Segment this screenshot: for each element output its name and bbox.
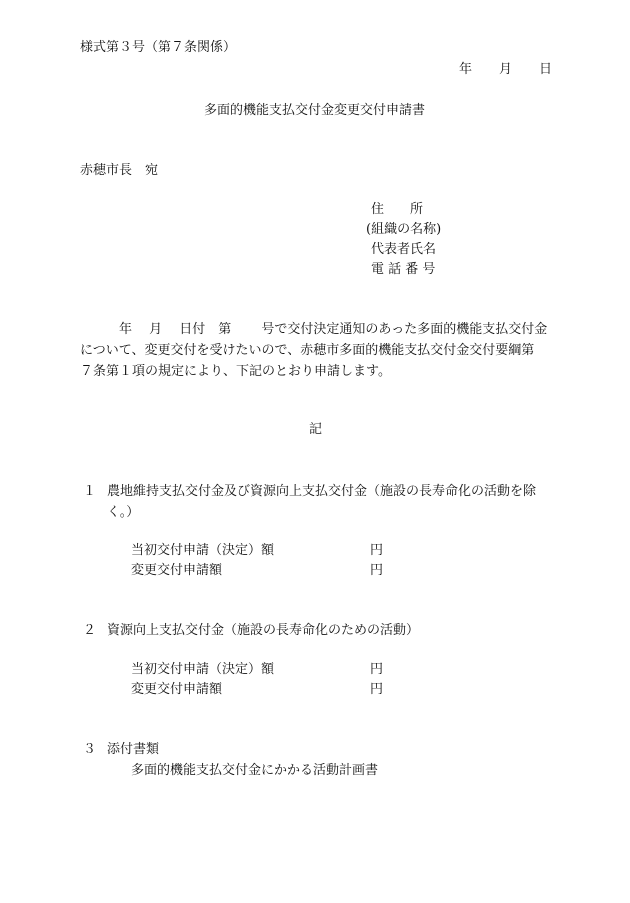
section-title-line-2: く。） xyxy=(107,505,140,520)
date-year: 年 xyxy=(459,62,473,77)
initial-amount-label: 当初交付申請（決定）額 xyxy=(131,543,275,558)
org-name-label: (組織の名称) xyxy=(366,222,442,237)
body-paragraph xyxy=(80,319,550,382)
address-label: 住 所 xyxy=(371,202,424,217)
initial-amount-unit: 円 xyxy=(370,543,384,558)
initial-amount-label: 当初交付申請（決定）額 xyxy=(131,662,275,677)
section-title-line-1: 資源向上支払交付金（施設の長寿命化のための活動） xyxy=(107,623,420,638)
date-day: 日 xyxy=(539,62,553,77)
section-number: ２ xyxy=(83,623,97,638)
initial-amount-unit: 円 xyxy=(370,662,384,677)
representative-name-label: 代表者氏名 xyxy=(371,242,437,257)
date-month: 月 xyxy=(499,62,513,77)
section-number: ３ xyxy=(83,742,97,757)
section-title-line-1: 農地維持支払交付金及び資源向上支払交付金（施設の長寿命化の活動を除 xyxy=(107,484,537,499)
body-line-1: 年 月 日付 第 号で交付決定通知のあった多面的機能支払交付金 xyxy=(80,322,548,337)
section-number: １ xyxy=(83,484,97,499)
document-title: 多面的機能支払交付金変更交付申請書 xyxy=(204,103,426,118)
phone-number-label: 電 話 番 号 xyxy=(371,262,436,277)
attachment-item: 多面的機能支払交付金にかかる活動計画書 xyxy=(131,763,379,778)
change-amount-unit: 円 xyxy=(370,563,384,578)
section-title-line-1: 添付書類 xyxy=(107,742,160,757)
change-amount-label: 変更交付申請額 xyxy=(131,682,223,697)
form-number: 様式第３号（第７条関係） xyxy=(80,40,237,55)
body-line-2: について、変更交付を受けたいので、赤穂市多面的機能支払交付金交付要綱第 xyxy=(80,343,535,358)
addressee: 赤穂市長 宛 xyxy=(80,163,159,178)
change-amount-unit: 円 xyxy=(370,682,384,697)
body-line-3: ７条第１項の規定により、下記のとおり申請します。 xyxy=(80,364,391,379)
change-amount-label: 変更交付申請額 xyxy=(131,563,223,578)
ki-heading: 記 xyxy=(309,422,323,437)
